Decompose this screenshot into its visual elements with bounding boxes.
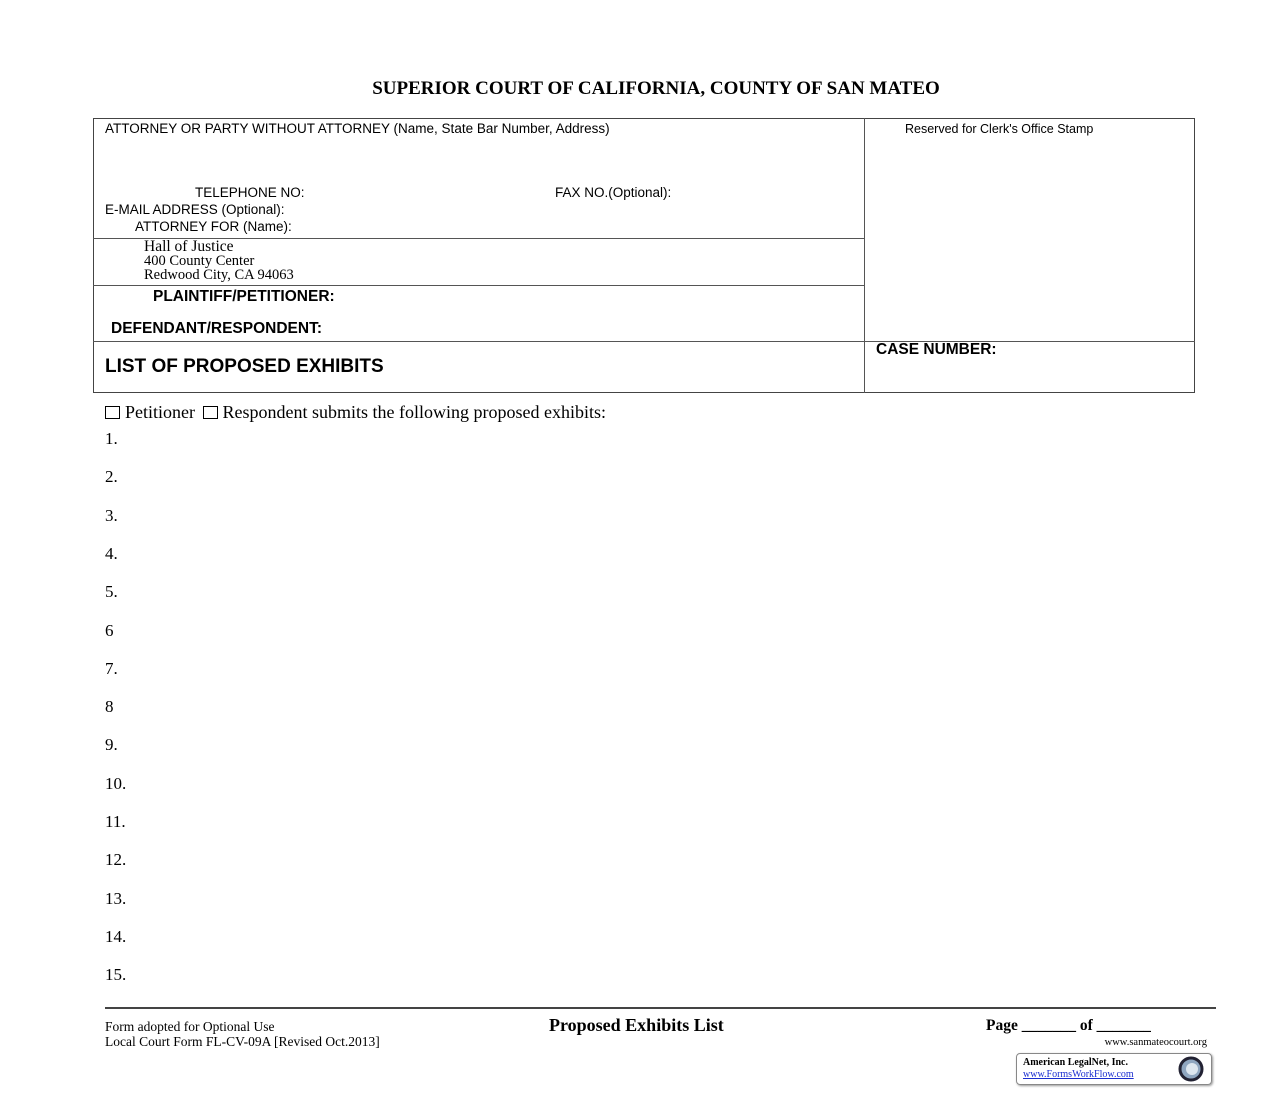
exhibit-item: 13. (105, 888, 127, 908)
petitioner-checkbox[interactable] (105, 406, 120, 419)
exhibit-item: 10. (105, 773, 127, 793)
court-address-line: 400 County Center (144, 253, 255, 269)
exhibit-item: 14. (105, 926, 127, 946)
exhibit-item: 5. (105, 582, 118, 602)
exhibit-item: 11. (105, 812, 126, 831)
plaintiff-label: PLAINTIFF/PETITIONER: (153, 288, 335, 305)
exhibit-item: 4. (105, 543, 118, 563)
page-count: Page _______ of _______ (986, 1017, 1151, 1034)
telephone-label: TELEPHONE NO: (195, 185, 305, 200)
aln-name: American LegalNet, Inc. (1023, 1057, 1128, 1068)
globe-logo-icon (1175, 1056, 1205, 1082)
exhibit-item: 9. (105, 735, 118, 755)
exhibit-item: 7. (105, 658, 118, 678)
exhibit-item: 2. (105, 467, 118, 487)
form-adopted: Form adopted for Optional Use (105, 1019, 275, 1034)
submitter-line (105, 402, 606, 423)
form-title: LIST OF PROPOSED EXHIBITS (105, 356, 384, 377)
exhibit-item: 6 (105, 620, 114, 640)
court-title: SUPERIOR COURT OF CALIFORNIA, COUNTY OF SAN MATEO (372, 78, 940, 99)
fax-label: FAX NO.(Optional): (555, 185, 672, 200)
exhibit-item: 12. (105, 850, 127, 870)
footer-rule (105, 1007, 1216, 1009)
case-number-label: CASE NUMBER: (876, 341, 997, 358)
petitioner-label: Petitioner (125, 402, 195, 422)
court-website: www.sanmateocourt.org (1104, 1037, 1207, 1048)
clerk-stamp-label: Reserved for Clerk's Office Stamp (905, 122, 1094, 136)
footer-title: Proposed Exhibits List (549, 1015, 724, 1035)
divider (93, 285, 864, 286)
email-label: E-MAIL ADDRESS (Optional): (105, 202, 285, 217)
form-number: Local Court Form FL-CV-09A [Revised Oct.2013] (105, 1034, 380, 1049)
divider (864, 118, 865, 393)
exhibit-item: 1. (105, 429, 118, 448)
exhibit-item: 8 (105, 697, 114, 717)
divider (93, 341, 1195, 342)
submit-text: Respondent submits the following proposed exhibits: (222, 402, 606, 422)
court-address-line: Hall of Justice (144, 238, 234, 255)
court-address-line: Redwood City, CA 94063 (144, 267, 294, 283)
aln-link[interactable]: www.FormsWorkFlow.com (1023, 1069, 1134, 1080)
exhibit-item: 15. (105, 965, 127, 985)
attorney-header: ATTORNEY OR PARTY WITHOUT ATTORNEY (Name, State Bar Number, Address) (105, 121, 610, 136)
attorney-for-label: ATTORNEY FOR (Name): (135, 219, 292, 234)
aln-badge[interactable] (1016, 1053, 1212, 1085)
respondent-checkbox[interactable] (203, 406, 218, 419)
defendant-label: DEFENDANT/RESPONDENT: (111, 320, 322, 337)
exhibit-item: 3. (105, 505, 118, 525)
caption-box (93, 118, 1195, 393)
